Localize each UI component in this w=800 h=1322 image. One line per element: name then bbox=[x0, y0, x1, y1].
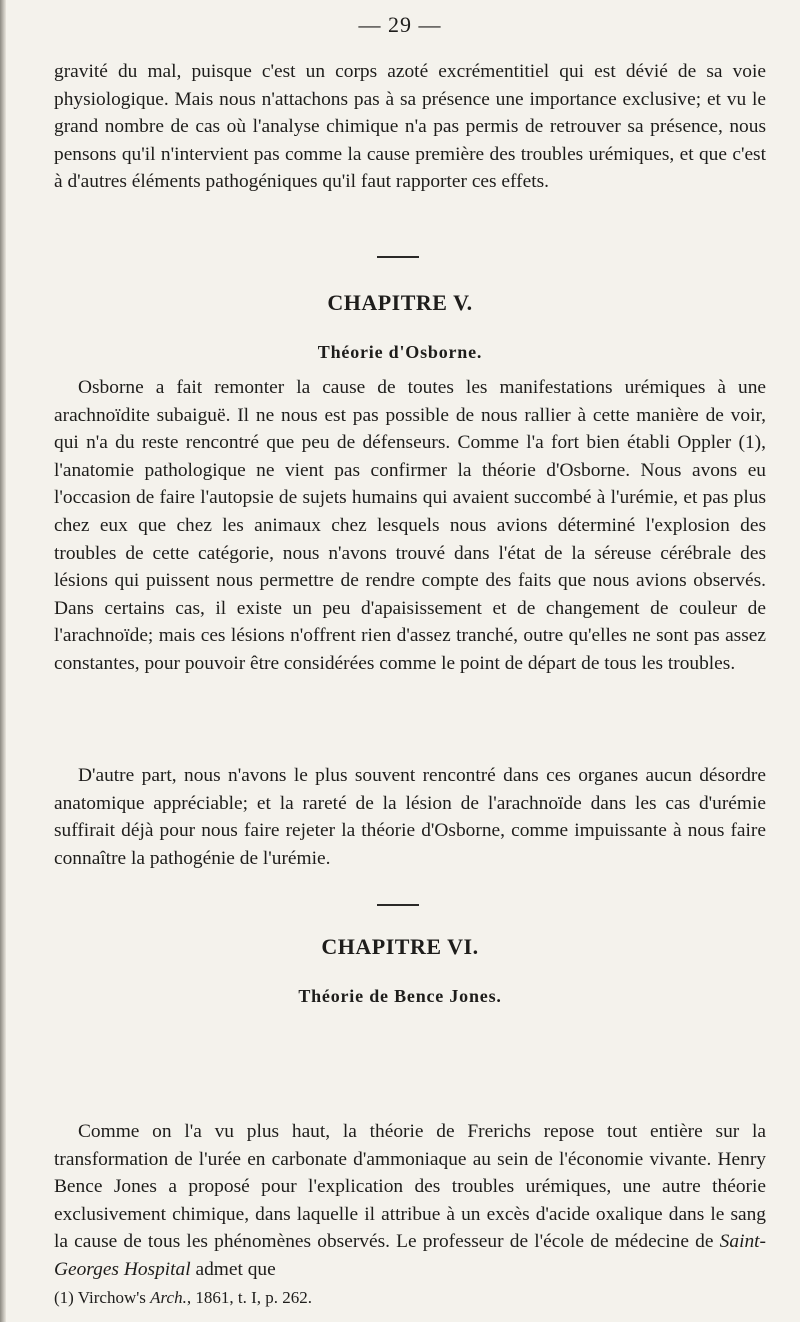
footnote bbox=[54, 1286, 766, 1310]
chapter-v-heading: CHAPITRE V. bbox=[327, 290, 473, 315]
hospital-name: Saint-Georges Hospital bbox=[54, 1231, 766, 1280]
chapter-v-paragraph-1: Osborne a fait remonter la cause de toutes les manifestations urémiques à une arachnoïdite subaiguë. Il ne nous est pas possible de nous rallier à cette manière de voir, qui n'a du reste rencontré que peu de défenseurs. Comme l'a fort bien établi Oppler (1), l'anatomie pathologique ne vient pas confirmer la théorie d'Osborne. Nous avons eu l'occasion de faire l'autopsie de sujets humains qui avaient succombé à l'urémie, et pas plus chez eux que chez les animaux chez lesquels nous avions déterminé l'explosion des troubles de cette catégorie, nous n'avons trouvé dans l'état de la séreuse cérébrale des lésions qui puissent nous permettre de rendre compte des faits que nous avions observés. Dans certains cas, il existe un peu d'apaisissement et de changement de couleur de l'arachnoïde; mais ces lésions n'offrent rien d'assez tranché, outre qu'elles ne sont pas assez constantes, pour pouvoir être considérées comme le point de départ de tous les troubles. bbox=[54, 377, 766, 674]
chapter-vi-subtitle: Théorie de Bence Jones. bbox=[298, 986, 502, 1006]
section-divider-rule bbox=[377, 256, 419, 258]
chapter-vi-heading: CHAPITRE VI. bbox=[321, 934, 479, 959]
footnote-author: Virchow's bbox=[73, 1288, 151, 1307]
footnote-journal: Arch. bbox=[150, 1288, 187, 1307]
chapter-vi-paragraph-text: Comme on l'a vu plus haut, la théorie de Frerichs repose tout entière sur la transformation de l'urée en carbonate d'ammoniaque au sein de l'économie vivante. Henry Bence Jones a proposé pour l'explication des troubles urémiques, une autre théorie exclusivement chimique, dans laquelle il attribue à un excès d'acide oxalique dans le sang la cause de tous les phénomènes observés. Le professeur de l'école de médecine de bbox=[54, 1121, 766, 1253]
chapter-vi-paragraph-end: admet que bbox=[190, 1258, 276, 1280]
intro-paragraph: gravité du mal, puisque c'est un corps azoté excrémentitiel qui est dévié de sa voie physiologique. Mais nous n'attachons pas à sa présence une importance exclusive; et vu le grand nombre de cas où l'analyse chimique n'a pas permis de retrouver sa présence, nous pensons qu'il n'intervient pas comme la cause première des troubles urémiques, et que c'est à d'autres éléments pathogéniques qu'il faut rapporter ces effets. bbox=[54, 61, 766, 193]
chapter-v-paragraph-2: D'autre part, nous n'avons le plus souvent rencontré dans ces organes aucun désordre anatomique appréciable; et la rareté de la lésion de l'arachnoïde dans les cas d'urémie suffirait déjà pour nous faire rejeter la théorie d'Osborne, comme impuissante à nous faire connaître la pathogénie de l'urémie. bbox=[54, 765, 766, 869]
chapter-v-subtitle: Théorie d'Osborne. bbox=[317, 342, 483, 362]
footnote-reference: , 1861, t. I, p. 262. bbox=[186, 1288, 312, 1307]
section-divider-rule bbox=[377, 904, 419, 906]
page-left-edge-shadow bbox=[0, 0, 6, 1322]
page-number: — 29 — bbox=[358, 12, 442, 37]
footnote-marker: (1) bbox=[54, 1288, 74, 1307]
chapter-vi-paragraph bbox=[54, 1118, 766, 1284]
